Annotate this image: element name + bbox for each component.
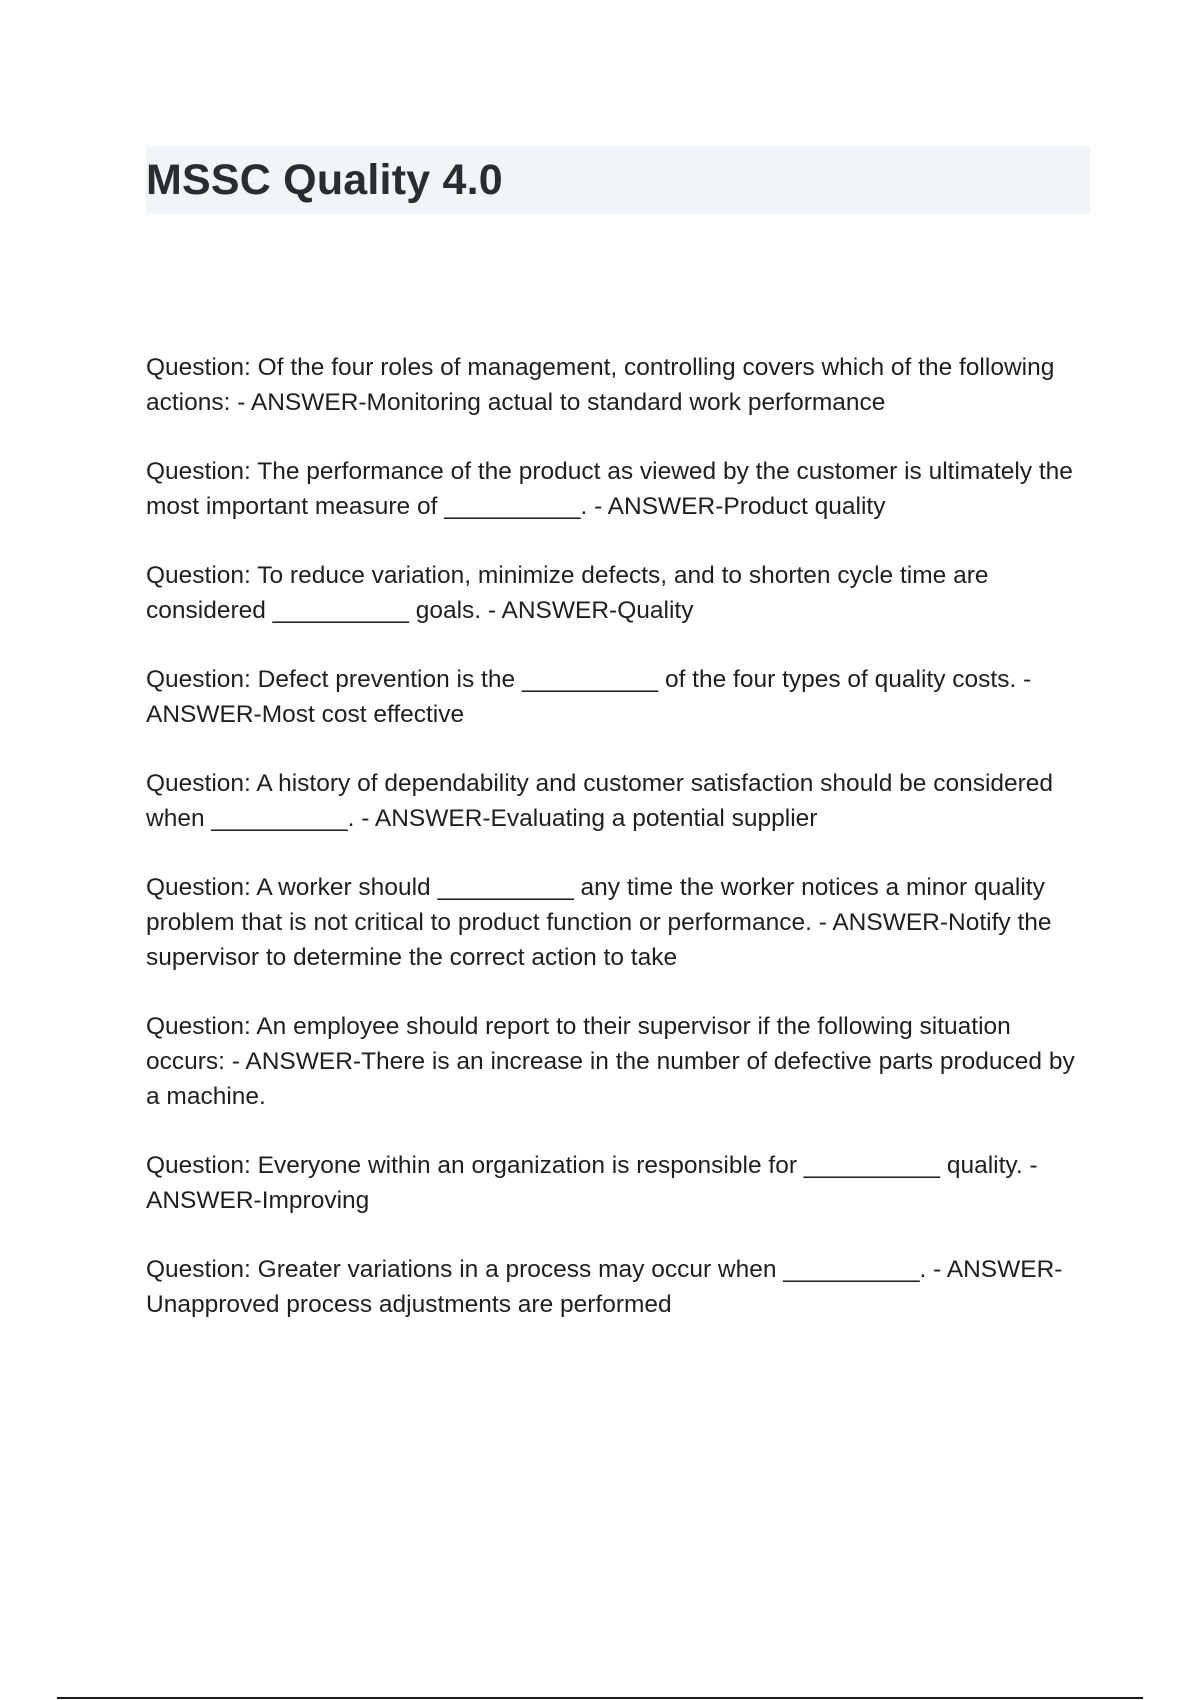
qa-item: Question: To reduce variation, minimize defects, and to shorten cycle time are considered __________ goals. - ANSWER-Quality <box>146 562 989 624</box>
qa-item: Question: A worker should __________ any time the worker notices a minor quality problem that is not critical to product function or performance. - ANSWER-Notify the supervisor to determine the correct action to take <box>146 874 1052 971</box>
qa-item: Question: Greater variations in a process may occur when __________. - ANSWER-Unapproved process adjustments are performed <box>146 1256 1063 1318</box>
qa-item: Question: Defect prevention is the __________ of the four types of quality costs. - ANSWER-Most cost effective <box>146 666 1032 728</box>
qa-item: Question: Of the four roles of management, controlling covers which of the following actions: - ANSWER-Monitoring actual to standard work performance <box>146 354 1055 416</box>
question-answer-list <box>146 350 1090 1356</box>
qa-item: Question: Everyone within an organization is responsible for __________ quality. - ANSWER-Improving <box>146 1152 1038 1214</box>
title-banner <box>146 146 1090 214</box>
qa-item: Question: A history of dependability and customer satisfaction should be considered when __________. - ANSWER-Evaluating a potential supplier <box>146 770 1054 832</box>
qa-item: Question: The performance of the product as viewed by the customer is ultimately the most important measure of __________. - ANSWER-Product quality <box>146 458 1073 520</box>
document-title: MSSC Quality 4.0 <box>146 155 503 204</box>
footer-divider <box>57 1697 1143 1699</box>
qa-item: Question: An employee should report to their supervisor if the following situation occurs: - ANSWER-There is an increase in the number of defective parts produced by a machine. <box>146 1013 1075 1110</box>
